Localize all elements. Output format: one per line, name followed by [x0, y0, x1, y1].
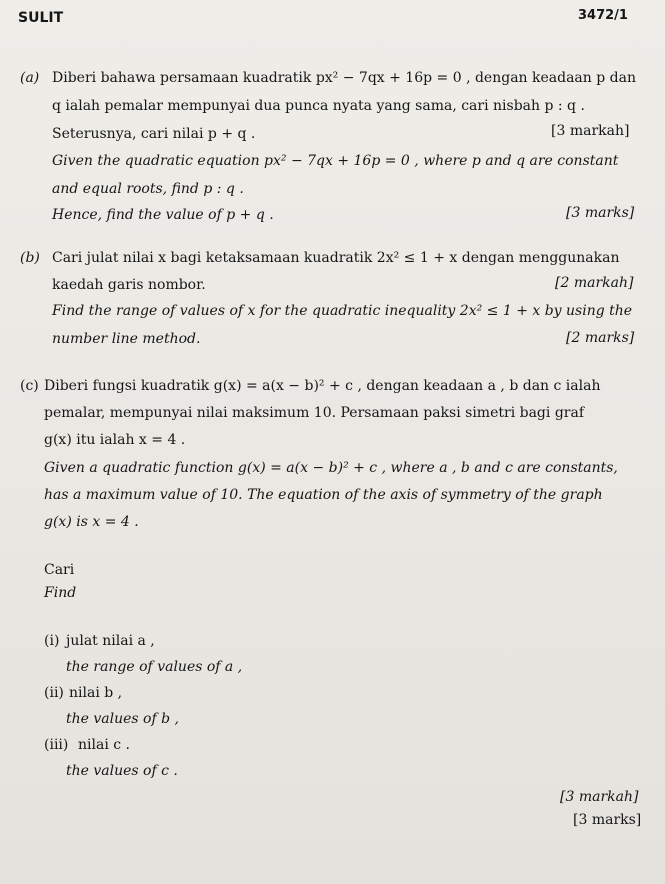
part-a-english-line-3: Hence, find the value of p + q .	[52, 207, 274, 223]
part-c-label: (c)	[20, 378, 39, 394]
part-a-marks-malay: [3 markah]	[551, 123, 630, 139]
subpart-ii-english: the values of b ,	[66, 711, 179, 727]
part-a-english-line-2: and equal roots, find p : q .	[52, 181, 244, 197]
subpart-i-malay: julat nilai a ,	[66, 633, 155, 649]
part-b-malay-line-2: kaedah garis nombor.	[52, 277, 206, 293]
part-b-label: (b)	[20, 250, 40, 266]
subpart-iii-label: (iii)	[44, 737, 69, 753]
part-c-malay-line-1: Diberi fungsi kuadratik g(x) = a(x − b)² + c , dengan keadaan a , b dan c ialah	[44, 378, 601, 394]
subpart-iii-english: the values of c .	[66, 763, 178, 779]
part-a-label: (a)	[20, 70, 40, 86]
subpart-ii-label: (ii)	[44, 685, 64, 701]
subpart-iii-malay: nilai c .	[78, 737, 130, 753]
part-b-english-line-2: number line method.	[52, 331, 201, 347]
part-b-marks-english: [2 marks]	[566, 330, 635, 346]
part-a-marks-english: [3 marks]	[566, 205, 635, 221]
part-c-english-line-1: Given a quadratic function g(x) = a(x − b)² + c , where a , b and c are constants,	[44, 460, 618, 476]
subpart-i-label: (i)	[44, 633, 60, 649]
part-c-english-line-2: has a maximum value of 10. The equation of the axis of symmetry of the graph	[44, 487, 603, 503]
part-a-malay-line-1: Diberi bahawa persamaan kuadratik px² − 7qx + 16p = 0 , dengan keadaan p dan	[52, 70, 636, 86]
part-a-malay-line-3: Seterusnya, cari nilai p + q .	[52, 126, 256, 142]
part-c-malay-line-2: pemalar, mempunyai nilai maksimum 10. Persamaan paksi simetri bagi graf	[44, 405, 584, 421]
part-b-marks-malay: [2 markah]	[555, 275, 634, 291]
part-a-english-line-1: Given the quadratic equation px² − 7qx + 16p = 0 , where p and q are constant	[52, 153, 619, 169]
subpart-ii-malay: nilai b ,	[69, 685, 123, 701]
part-a-malay-line-2: q ialah pemalar mempunyai dua punca nyata yang sama, cari nisbah p : q .	[52, 98, 585, 114]
part-b-malay-line-1: Cari julat nilai x bagi ketaksamaan kuadratik 2x² ≤ 1 + x dengan menggunakan	[52, 250, 620, 266]
find-english: Find	[44, 585, 77, 601]
header-paper-code: 3472/1	[578, 8, 628, 23]
part-c-english-line-3: g(x) is x = 4 .	[44, 514, 139, 530]
subpart-i-english: the range of values of a ,	[66, 659, 243, 675]
header-sulit: SULIT	[18, 10, 64, 26]
part-c-marks-malay: [3 markah]	[560, 789, 639, 805]
part-c-malay-line-3: g(x) itu ialah x = 4 .	[44, 432, 186, 448]
part-c-marks-english: [3 marks]	[573, 812, 642, 828]
part-b-english-line-1: Find the range of values of x for the quadratic inequality 2x² ≤ 1 + x by using the	[52, 303, 633, 319]
find-malay: Cari	[44, 562, 75, 578]
